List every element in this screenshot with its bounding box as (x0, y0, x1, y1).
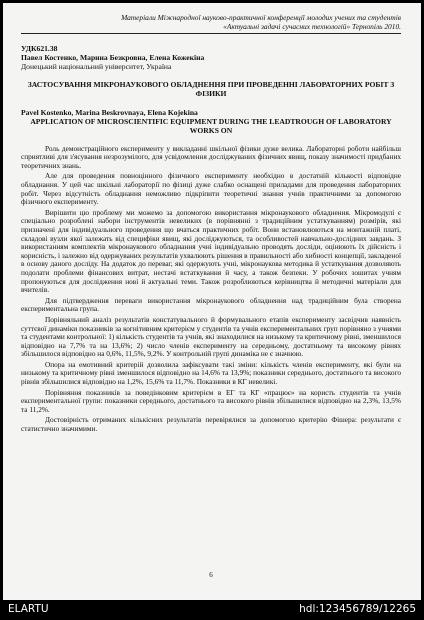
authors-english: Pavel Kostenko, Marina Beskrovnaya, Elena Kojekina (21, 107, 198, 117)
page-number: 6 (209, 571, 213, 579)
authors-ua: Павел Костенко, Марина Безкровна, Елена Кожекіна (21, 53, 205, 62)
running-head (21, 13, 401, 34)
paragraph: Опора на емотивний критерій дозволила зафіксувати такі зміни: кількість членів експерименту, які були на низькому та критичному рівні зменшилося відповідно на 14,6% та 13,9%; показники середнього, достатнього та високого рівнів збільшилися відповідно на 1,2%, 15,6% та 11,7%. Показники в КГ невеликі. (21, 359, 401, 387)
paragraph: Порівняння показників за поведінковим критерієм в ЕГ та КГ «працює» на користь студентів та учнів експериментальної групи: показники середнього, достатнього та високого рівнів збільшилися відповідно на 2,3%, 13,5% та 11,2%. (21, 387, 401, 414)
paragraph: Вирішити цю проблему ми можемо за допомогою використання мікронаукового обладнення. Мікромодулі є спеціально розроблені набори інструментів невеликих (в порівнянні з традиційним устаткуванням) розмірів, які призначені для індивідуального проведення що вчаться практичних робіт. Вони встановлюються на монтажній платі, складові вузли якої залежать від специфіки явищ, які досліджуються, та особливостей навчально-дослідних завдань. З використанням комплектів мікронаукового обладнання учні індивідуально проводять досліди, оцінюють їх дійсність і корисність, і залежно від одержуваних результатів ухвалюють рішення в правильності або хибності концепції, закладеної в основу даного досліду. На додаток до переваг, які одержують учні, мікронаукова методика й устаткування дозволяють подолати проблеми фінансових витрат, нестачі встаткування й часу, а також безпеки. У робочих зошитах учням пропонуються для дослідження нові й актуальні теми. Також розроблюються керівництва й методичні матеріали для вчителів. (21, 207, 401, 295)
handle-identifier[interactable]: hdl:123456789/12265 (299, 603, 416, 615)
page-content (21, 13, 401, 579)
repository-footer (0, 600, 424, 620)
running-head-line-2: «Актуальні задачі сучасних технологій» Тернопіль 2010. (223, 22, 401, 31)
title-english: APPLICATION OF MICROSCIENTIFIC EQUIPMENT DURING THE LEADTROUGH OF LABORATORY WORKS ON (30, 116, 392, 136)
running-head-line-1: Матеріали Міжнародної науково-практичної конференції молодих учених та студентів (121, 13, 401, 22)
paragraph: Роль демонстраційного експерименту у викладанні шкільної фізики дуже велика. Лабораторні роботи найбільш сприятливі для з'ясування незрозумілого, для усвідомлення досліджуваних фізичних явищ, показу значимості придбаних теоретичних знань. (21, 143, 401, 170)
paragraph: Достовірність отриманих кількісних результатів перевірялися за допомогою критерію Фішера: результати є статистично значимими. (21, 415, 401, 434)
repository-name: ELARTU (8, 603, 49, 615)
udk-code: УДК621.38 (21, 44, 58, 53)
title-ukrainian: ЗАСТОСУВАННЯ МІКРОНАУКОВОГО ОБЛАДНЕННЯ ПРИ ПРОВЕДЕННІ ЛАБОРАТОРНИХ РОБІТ З ФІЗИКИ (27, 80, 395, 99)
affiliation: Донецький національний університет, Україна (21, 62, 172, 71)
paragraph: Але для проведення повноцінного фізичного експерименту необхідно в достатній кількості відповідне обладнання. У цей час шкільні лабораторії по фізиці дуже слабко оснащені приладами для проведення лабораторних робіт. Через відсутність обладнання неможливо підкріпити теоретичні знання учнів практичними за допомогою фізичного експерименту. (21, 171, 401, 207)
paragraph: Для підтвердження переваги використання мікронаукового обладнення над традиційним була створена експериментальна група. (21, 295, 401, 314)
scanned-page (3, 3, 421, 600)
paragraph: Порівняльний аналіз результатів констатувального й формувального етапів експерименту засвідчив наявність суттєвої динаміки показників за когнітивним критерієм у студентів та учнів експериментальних груп порівняно з учнями та студентами контрольної: 1) кількість студентів та учнів, які знаходилися на низькому та критичному рівні, зменшилося відповідно на 7,7% та на 13,6%; 2) число членів експерименту на середньому, достатньому та високому рівнях збільшилося відповідно на 0,6%, 11,5%, 9,2%. У контрольній групі динаміка не є значною. (21, 314, 401, 359)
article-body (21, 145, 401, 434)
